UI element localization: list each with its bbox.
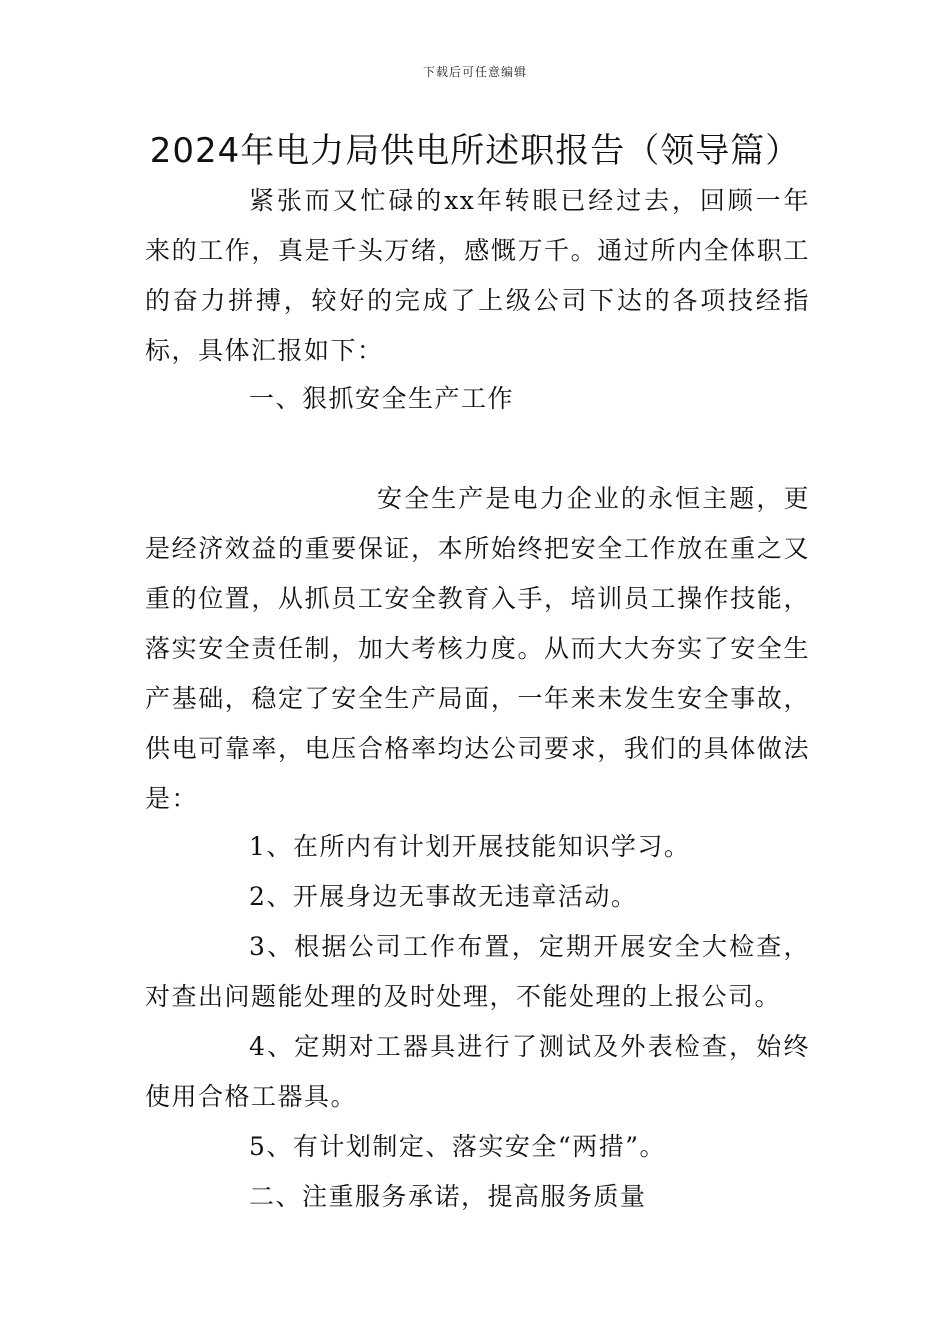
section-heading-service: 二、注重服务承诺，提高服务质量 <box>249 1182 647 1211</box>
intro-paragraph: 紧张而又忙碌的xx年转眼已经过去，回顾一年来的工作，真是千头万绪，感慨万千。通过所内全体职工的奋力拼搏，较好的完成了上级公司下达的各项技经指标，具体汇报如下： <box>145 186 810 365</box>
header-note: 下载后可任意编辑 <box>422 65 527 79</box>
list-item-3: 3、根据公司工作布置，定期开展安全大检查，对查出问题能处理的及时处理，不能处理的上报公司。 <box>145 932 810 1011</box>
list-item-5: 5、有计划制定、落实安全“两措”。 <box>249 1132 666 1161</box>
list-item-1: 1、在所内有计划开展技能知识学习。 <box>249 832 691 861</box>
list-item-4: 4、定期对工器具进行了测试及外表检查，始终使用合格工器具。 <box>145 1032 810 1111</box>
safety-paragraph: 安全生产是电力企业的永恒主题，更是经济效益的重要保证，本所始终把安全工作放在重之又重的位置，从抓员工安全教育入手，培训员工操作技能，落实安全责任制，加大考核力度。从而大大夯实了安全生产基础，稳定了安全生产局面，一年来未发生安全事故，供电可靠率，电压合格率均达公司要求，我们的具体做法是： <box>145 484 810 813</box>
document-title: 2024年电力局供电所述职报告（领导篇） <box>149 131 801 171</box>
section-heading-safety: 一、狠抓安全生产工作 <box>249 384 515 413</box>
list-item-2: 2、开展身边无事故无违章活动。 <box>249 882 638 911</box>
